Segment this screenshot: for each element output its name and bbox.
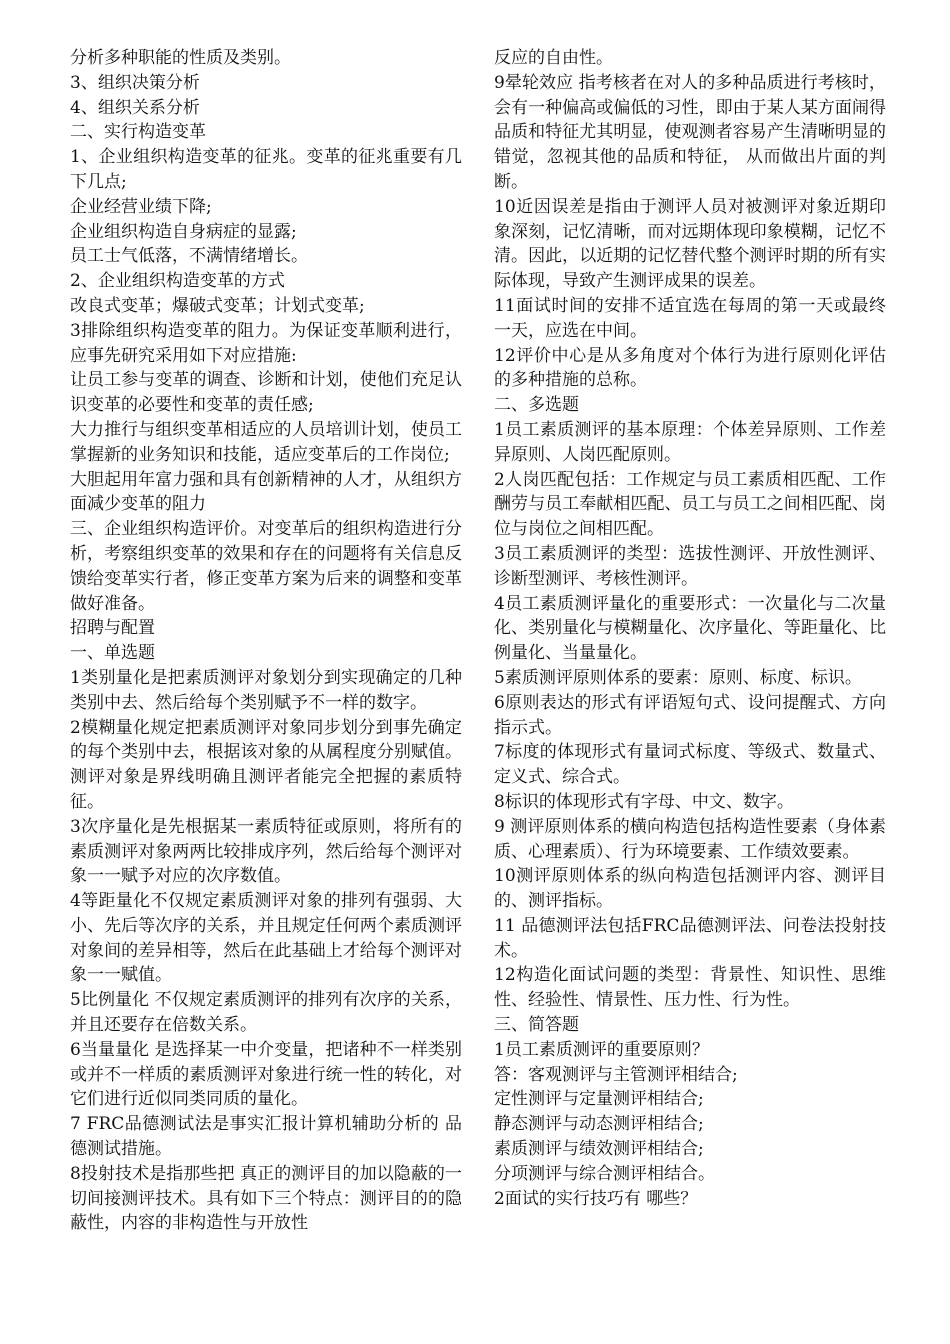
section-heading: 二、多选题 [494, 395, 579, 416]
list-item: 6当量量化 是选择某一中介变量，把诸种不一样类别或并不一样质的素质测评对象进行统一性的转化，对它们进行近似同类同质的量化。 [70, 1039, 462, 1110]
list-item: 6原则表达的形式有评语短句式、设问提醒式、方向指示式。 [494, 692, 886, 738]
section-heading: 二、实行构造变革 [70, 122, 206, 143]
paragraph: 员工士气低落，不满情绪增长。 [70, 246, 308, 267]
list-item: 12构造化面试问题的类型：背景性、知识性、思维性、经验性、情景性、压力性、行为性。 [494, 965, 886, 1011]
paragraph: 大胆起用年富力强和具有创新精神的人才，从组织方面减少变革的阻力 [70, 469, 462, 515]
list-item: 1类别量化是把素质测评对象划分到实现确定的几种类别中去、然后给每个类别赋予不一样的数字。 [70, 667, 462, 713]
paragraph: 3排除组织构造变革的阻力。为保证变革顺利进行，应事先研究采用如下对应措施: [70, 320, 462, 366]
list-item: 1员工素质测评的基本原理：个体差异原则、工作差异原则、人岗匹配原则。 [494, 419, 886, 465]
list-item: 10近因误差是指由于测评人员对被测评对象近期印象深刻，记忆清晰，而对远期体现印象模糊，记忆不清。因此，以近期的记忆替代整个测评时期的所有实际体现，导致产生测评成果的误差。 [494, 196, 886, 292]
list-item: 5素质测评原则体系的要素：原则、标度、标识。 [494, 667, 862, 688]
list-item: 7标度的体现形式有量词式标度、等级式、数量式、定义式、综合式。 [494, 742, 886, 788]
list-item: 3次序量化是先根据某一素质特征或原则，将所有的素质测评对象两两比较排成序列，然后给每个测评对象一一赋予对应的次序数值。 [70, 816, 462, 887]
list-item: 9晕轮效应 指考核者在对人的多种品质进行考核时，会有一种偏高或偏低的习性，即由于某人某方面闹得品质和特征尤其明显，使观测者容易产生清晰明显的错觉，忽视其他的品质和特征， 从而做出片面的判断。 [494, 72, 886, 192]
list-item: 11面试时间的安排不适宜选在每周的第一天或最终一天，应选在中间。 [494, 295, 886, 341]
answer-line: 静态测评与动态测评相结合; [494, 1114, 704, 1135]
paragraph: 1、企业组织构造变革的征兆。变革的征兆重要有几下几点; [70, 147, 462, 192]
list-item: 11 品德测评法包括FRC品德测评法、问卷法投射技术。 [494, 915, 886, 961]
list-item: 7 FRC品德测试法是事实汇报计算机辅助分析的 品德测试措施。 [70, 1114, 462, 1160]
section-heading: 一、单选题 [70, 643, 155, 664]
list-item: 9 测评原则体系的横向构造包括构造性要素（身体素质、心理素质）、行为环境要素、工作绩效要素。 [494, 816, 886, 862]
paragraph: 3、组织决策分析 [70, 72, 200, 93]
paragraph: 大力推行与组织变革相适应的人员培训计划，使员工掌握新的业务知识和技能，适应变革后的工作岗位; [70, 419, 462, 465]
right-column [494, 46, 886, 1211]
list-item: 5比例量化 不仅规定素质测评的排列有次序的关系，并且还要存在倍数关系。 [70, 990, 462, 1036]
list-item: 10测评原则体系的纵向构造包括测评内容、测评目的、测评指标。 [494, 866, 886, 912]
answer-line: 定性测评与定量测评相结合; [494, 1089, 704, 1110]
section-heading: 招聘与配置 [70, 618, 155, 639]
paragraph: 三、企业组织构造评价。对变革后的组织构造进行分析，考察组织变革的效果和存在的问题将有关信息反馈给变革实行者，修正变革方案为后来的调整和变革做好准备。 [70, 519, 462, 614]
list-item: 8投射技术是指那些把 真正的测评目的加以隐蔽的一切间接测评技术。具有如下三个特点：测评目的的隐蔽性，内容的非构造性与开放性 [70, 1163, 462, 1234]
list-item: 3员工素质测评的类型：选拔性测评、开放性测评、诊断型测评、考核性测评。 [494, 543, 886, 589]
answer-line: 素质测评与绩效测评相结合; [494, 1139, 704, 1160]
list-item: 8标识的体现形式有字母、中文、数字。 [494, 791, 794, 812]
question: 2面试的实行技巧有 哪些？ [494, 1188, 698, 1209]
answer-line: 分项测评与综合测评相结合。 [494, 1163, 715, 1184]
paragraph: 反应的自由性。 [494, 48, 613, 68]
list-item: 4等距量化不仅规定素质测评对象的排列有强弱、大小、先后等次序的关系，并且规定任何两个素质测评对象间的差异相等，然后在此基础上才给每个测评对象一一赋值。 [70, 891, 462, 986]
paragraph: 2、企业组织构造变革的方式 [70, 271, 285, 292]
paragraph: 企业组织构造自身病症的显露; [70, 221, 297, 242]
list-item: 4员工素质测评量化的重要形式：一次量化与二次量化、类别量化与模糊量化、次序量化、等距量化、比例量化、当量量化。 [494, 593, 886, 664]
paragraph: 4、组织关系分析 [70, 97, 200, 118]
left-column [70, 46, 462, 1236]
paragraph: 让员工参与变革的调查、诊断和计划，使他们充足认识变革的必要性和变革的责任感; [70, 370, 462, 416]
answer-line: 答：客观测评与主管测评相结合; [494, 1064, 738, 1085]
list-item: 2人岗匹配包括：工作规定与员工素质相匹配、工作酬劳与员工奉献相匹配、员工与员工之间相匹配、岗位与岗位之间相匹配。 [494, 469, 886, 540]
question: 1员工素质测评的重要原则？ [494, 1039, 709, 1060]
paragraph: 企业经营业绩下降; [70, 196, 212, 217]
section-heading: 三、简答题 [494, 1015, 579, 1036]
list-item: 2模糊量化规定把素质测评对象同步划分到事先确定的每个类别中去，根据该对象的从属程度分别赋值。测评对象是界线明确且测评者能完全把握的素质特征。 [70, 717, 462, 812]
paragraph: 分析多种职能的性质及类别。 [70, 48, 291, 68]
list-item: 12评价中心是从多角度对个体行为进行原则化评估的多种措施的总称。 [494, 345, 886, 391]
paragraph: 改良式变革；爆破式变革；计划式变革; [70, 295, 365, 316]
